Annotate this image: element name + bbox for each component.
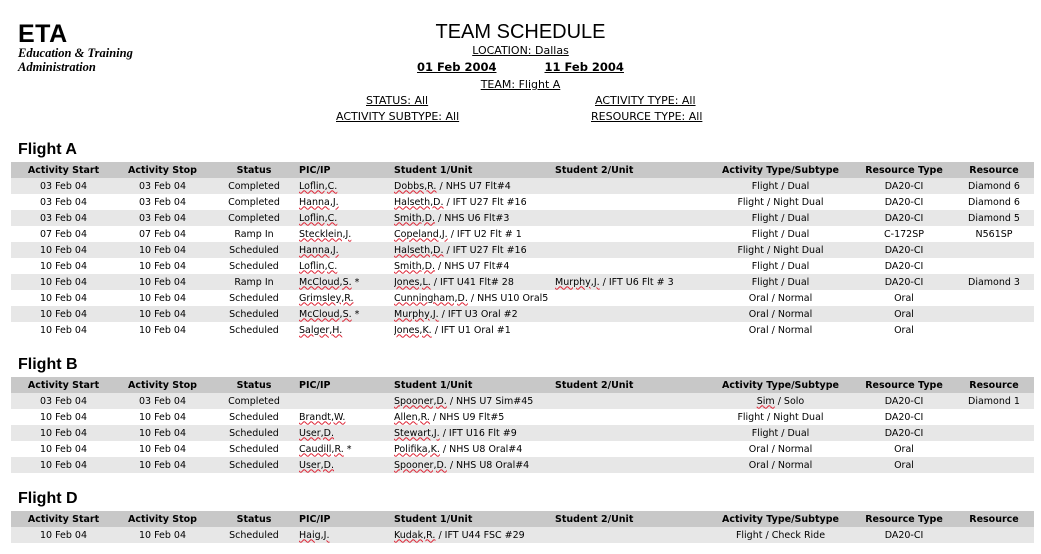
pic-name: Salger,H. <box>299 324 343 336</box>
activity-start-cell: 07 Feb 04 <box>39 228 88 240</box>
col-header-pic-ip: PIC/IP <box>299 377 394 393</box>
date-range <box>0 60 1041 74</box>
status-cell: Scheduled <box>209 527 299 543</box>
table-row[interactable] <box>11 210 1034 226</box>
resource-cell <box>954 322 1034 338</box>
student-1-cell-name: Halseth,D. <box>394 196 444 208</box>
col-header-student-2-unit: Student 2/Unit <box>555 377 707 393</box>
student-1-cell-unit: / IFT U27 Flt #16 <box>443 196 527 208</box>
pic-marker: * <box>351 308 360 320</box>
resource-type-cell: DA20-CI <box>884 260 924 272</box>
activity-type-cell <box>707 210 854 226</box>
col-header-activity-type-subtype: Activity Type/Subtype <box>707 162 854 178</box>
student-1-cell <box>394 527 555 543</box>
location-label: LOCATION: Dallas <box>472 44 569 57</box>
student-1-cell-name: Smith,D. <box>394 212 436 224</box>
student-1-cell <box>394 409 555 425</box>
col-header-student-1-unit: Student 1/Unit <box>394 377 555 393</box>
pic-ip-cell <box>299 290 394 306</box>
student-2-cell <box>555 258 707 274</box>
student-1-cell <box>394 322 555 338</box>
activity-stop-cell: 07 Feb 04 <box>138 228 187 240</box>
col-header-resource-type: Resource Type <box>854 377 954 393</box>
col-header-activity-type-subtype: Activity Type/Subtype <box>707 511 854 527</box>
table-row[interactable] <box>11 290 1034 306</box>
activity-stop-cell: 10 Feb 04 <box>116 274 209 290</box>
schedule-table <box>11 377 1034 473</box>
activity-start-cell: 03 Feb 04 <box>11 210 116 226</box>
activity-start-cell: 03 Feb 04 <box>39 196 88 208</box>
student-1-cell <box>394 290 555 306</box>
student-1-cell-unit: / NHS U8 Oral#4 <box>439 443 523 455</box>
activity-type-text: Flight / Dual <box>751 276 810 288</box>
schedule-table <box>11 511 1034 543</box>
resource-type-cell: DA20-CI <box>854 178 954 194</box>
activity-stop-cell: 03 Feb 04 <box>138 196 187 208</box>
activity-stop-cell: 10 Feb 04 <box>116 242 209 258</box>
activity-type-cell <box>707 258 854 274</box>
student-2-cell-name: Murphy,J. <box>555 276 600 288</box>
activity-start-cell: 10 Feb 04 <box>11 457 116 473</box>
status-cell: Completed <box>228 196 280 208</box>
section-title: Flight A <box>18 141 77 158</box>
activity-type-cell <box>707 393 854 409</box>
resource-cell: N561SP <box>975 228 1013 240</box>
resource-cell: Diamond 5 <box>954 210 1034 226</box>
resource-type-cell: DA20-CI <box>854 425 954 441</box>
student-1-cell-unit: / IFT U44 FSC #29 <box>435 529 525 541</box>
table-row[interactable] <box>11 441 1034 457</box>
resource-cell <box>954 425 1034 441</box>
activity-type-cell <box>707 306 854 322</box>
student-1-cell-name: Dobbs,R. <box>394 180 437 192</box>
header-row <box>11 511 1034 527</box>
pic-ip-cell <box>299 274 394 290</box>
resource-cell <box>954 527 1034 543</box>
student-1-cell-name: Copeland,J. <box>394 228 448 240</box>
section-title: Flight D <box>18 490 78 507</box>
activity-start-cell: 03 Feb 04 <box>11 178 116 194</box>
activity-start-cell: 03 Feb 04 <box>11 393 116 409</box>
student-1-cell <box>394 178 555 194</box>
activity-type-cell <box>707 242 854 258</box>
activity-start-cell: 10 Feb 04 <box>11 242 116 258</box>
student-1-cell-name: Spooner,D. <box>394 395 447 407</box>
table-row[interactable] <box>11 274 1034 290</box>
activity-stop-cell: 10 Feb 04 <box>138 292 187 304</box>
activity-type-cell <box>707 178 854 194</box>
activity-start-cell: 10 Feb 04 <box>11 425 116 441</box>
student-2-cell <box>555 210 707 226</box>
pic-name: User,D. <box>299 427 335 439</box>
activity-start-cell: 10 Feb 04 <box>11 527 116 543</box>
student-1-cell-unit: / IFT U27 Flt #16 <box>443 244 527 256</box>
col-header-activity-stop: Activity Stop <box>116 511 209 527</box>
student-1-cell <box>394 258 555 274</box>
pic-name: User,D. <box>299 459 335 471</box>
team-label: TEAM: Flight A <box>480 78 561 91</box>
activity-type-text: Oral / Normal <box>748 324 813 336</box>
activity-type-cell <box>707 457 854 473</box>
col-header-activity-stop: Activity Stop <box>116 162 209 178</box>
status-cell: Scheduled <box>229 443 279 455</box>
student-1-cell <box>394 210 555 226</box>
activity-type-text: Flight / Night Dual <box>737 411 824 423</box>
date-to: 11 Feb 2004 <box>544 60 624 74</box>
pic-ip-cell <box>299 441 394 457</box>
table-row[interactable] <box>11 258 1034 274</box>
student-1-cell <box>394 457 555 473</box>
resource-type-filter: RESOURCE TYPE: All <box>591 110 703 123</box>
header-row <box>11 377 1034 393</box>
student-1-cell-unit: / NHS U8 Oral#4 <box>446 459 530 471</box>
section-title: Flight B <box>18 356 78 373</box>
activity-subtype-filter: ACTIVITY SUBTYPE: All <box>336 110 460 123</box>
status-cell: Scheduled <box>209 242 299 258</box>
logo-mark: ETA <box>18 20 68 48</box>
col-header-activity-start: Activity Start <box>11 511 116 527</box>
pic-marker: * <box>351 276 360 288</box>
col-header-student-1-unit: Student 1/Unit <box>394 511 555 527</box>
report-title: TEAM SCHEDULE <box>435 21 606 43</box>
resource-cell <box>954 457 1034 473</box>
pic-ip-cell <box>299 194 394 210</box>
status-filter: STATUS: All <box>366 94 429 107</box>
student-1-cell <box>394 441 555 457</box>
col-header-pic-ip: PIC/IP <box>299 511 394 527</box>
activity-type-text: Flight / Check Ride <box>735 529 826 541</box>
student-1-cell-name: Jones,L. <box>394 276 431 288</box>
activity-type-text: Oral / Normal <box>748 308 813 320</box>
student-1-cell-unit: / NHS U7 Flt#4 <box>436 180 511 192</box>
pic-name: Stecklein,J. <box>299 228 352 240</box>
resource-type-cell: DA20-CI <box>884 196 924 208</box>
activity-type-cell <box>707 527 854 543</box>
student-2-cell <box>555 178 707 194</box>
student-1-cell <box>394 194 555 210</box>
status-cell: Completed <box>209 393 299 409</box>
resource-type-cell: DA20-CI <box>854 393 954 409</box>
col-header-activity-stop: Activity Stop <box>116 377 209 393</box>
resource-type-cell: DA20-CI <box>854 527 954 543</box>
schedule-table <box>11 162 1034 338</box>
pic-name: Loflin,C. <box>299 260 338 272</box>
col-header-resource: Resource <box>954 511 1034 527</box>
student-1-cell <box>394 226 555 242</box>
activity-type-text: Oral / Normal <box>748 292 813 304</box>
status-cell: Scheduled <box>209 425 299 441</box>
col-header-activity-start: Activity Start <box>11 162 116 178</box>
student-1-cell-name: Smith,D. <box>394 260 436 272</box>
activity-type-text: Flight / Dual <box>751 180 810 192</box>
col-header-resource: Resource <box>954 162 1034 178</box>
pic-ip-cell <box>299 527 394 543</box>
activity-start-cell: 10 Feb 04 <box>11 306 116 322</box>
pic-ip-cell <box>299 457 394 473</box>
resource-cell <box>954 258 1034 274</box>
resource-cell: Diamond 6 <box>968 196 1020 208</box>
activity-stop-cell: 03 Feb 04 <box>116 210 209 226</box>
status-cell: Completed <box>209 210 299 226</box>
activity-type-cell <box>707 194 854 210</box>
activity-stop-cell: 10 Feb 04 <box>138 324 187 336</box>
activity-stop-cell: 10 Feb 04 <box>116 425 209 441</box>
status-cell: Completed <box>209 178 299 194</box>
activity-type-cell <box>707 425 854 441</box>
status-cell: Ramp In <box>234 228 274 240</box>
table-row[interactable] <box>11 409 1034 425</box>
table-row[interactable] <box>11 527 1034 543</box>
activity-type-cell <box>707 441 854 457</box>
student-1-cell-unit: / NHS U7 Flt#4 <box>435 260 510 272</box>
pic-ip-cell <box>299 210 394 226</box>
pic-marker: * <box>343 443 352 455</box>
resource-cell: Diamond 3 <box>954 274 1034 290</box>
student-1-cell-name: Halseth,D. <box>394 244 444 256</box>
activity-type-text: / Solo <box>774 395 805 407</box>
logo-line-2: Administration <box>18 60 96 74</box>
pic-name: McCloud,S. <box>299 308 352 320</box>
student-2-cell-unit: / IFT U6 Flt # 3 <box>599 276 674 288</box>
pic-name: McCloud,S. <box>299 276 352 288</box>
pic-name: Hanna,J. <box>299 244 339 256</box>
resource-cell <box>954 441 1034 457</box>
activity-start-cell: 10 Feb 04 <box>11 274 116 290</box>
col-header-resource: Resource <box>954 377 1034 393</box>
col-header-status: Status <box>209 162 299 178</box>
student-2-cell <box>555 306 707 322</box>
pic-ip-cell <box>299 393 394 409</box>
col-header-student-1-unit: Student 1/Unit <box>394 162 555 178</box>
col-header-activity-start: Activity Start <box>11 377 116 393</box>
resource-type-cell: C-172SP <box>884 228 924 240</box>
pic-name: Hanna,J. <box>299 196 339 208</box>
student-1-cell-unit: / IFT U41 Flt# 28 <box>430 276 514 288</box>
activity-type-cell <box>707 409 854 425</box>
table-row[interactable] <box>11 457 1034 473</box>
pic-ip-cell <box>299 226 394 242</box>
logo-line-1: Education & Training <box>18 46 133 60</box>
resource-cell <box>954 290 1034 306</box>
student-2-cell <box>555 194 707 210</box>
student-2-cell <box>555 409 707 425</box>
pic-name: Grimsley,R. <box>299 292 354 304</box>
activity-type-text: Oral / Normal <box>748 459 813 471</box>
student-1-cell-name: Spooner,D. <box>394 459 447 471</box>
student-1-cell-name: Stewart,J. <box>394 427 440 439</box>
student-1-cell-name: Kudak,R. <box>394 529 436 541</box>
student-1-cell-unit: / IFT U16 Flt #9 <box>439 427 517 439</box>
activity-stop-cell: 10 Feb 04 <box>138 260 187 272</box>
student-1-cell-unit: / NHS U10 Oral5 <box>467 292 549 304</box>
activity-stop-cell: 10 Feb 04 <box>138 411 187 423</box>
resource-cell <box>954 409 1034 425</box>
table-row[interactable] <box>11 425 1034 441</box>
resource-type-cell: DA20-CI <box>854 242 954 258</box>
table-row[interactable] <box>11 194 1034 210</box>
student-1-cell-unit: / IFT U2 Flt # 1 <box>447 228 522 240</box>
activity-start-cell: 10 Feb 04 <box>39 292 88 304</box>
col-header-student-2-unit: Student 2/Unit <box>555 511 707 527</box>
student-1-cell-unit: / IFT U1 Oral #1 <box>431 324 511 336</box>
status-cell: Scheduled <box>229 324 279 336</box>
student-2-cell <box>555 274 707 290</box>
table-row[interactable] <box>11 242 1034 258</box>
student-2-cell <box>555 242 707 258</box>
col-header-activity-type-subtype: Activity Type/Subtype <box>707 377 854 393</box>
status-cell: Scheduled <box>229 260 279 272</box>
activity-type-text: Flight / Night Dual <box>737 196 824 208</box>
student-2-cell <box>555 527 707 543</box>
resource-cell <box>954 306 1034 322</box>
resource-type-cell: Oral <box>854 457 954 473</box>
table-row[interactable] <box>11 226 1034 242</box>
pic-name: Brandt,W. <box>299 411 346 423</box>
student-1-cell-name: Allen,R. <box>394 411 430 423</box>
student-1-cell-name: Cunningham,D. <box>394 292 468 304</box>
resource-cell: Diamond 6 <box>954 178 1034 194</box>
activity-type-filter: ACTIVITY TYPE: All <box>595 94 696 107</box>
pic-ip-cell <box>299 258 394 274</box>
student-1-cell-unit: / NHS U9 Flt#5 <box>429 411 505 423</box>
resource-type-cell: DA20-CI <box>884 411 924 423</box>
student-1-cell-unit: / NHS U6 Flt#3 <box>435 212 510 224</box>
col-header-status: Status <box>209 377 299 393</box>
activity-start-cell: 10 Feb 04 <box>39 411 88 423</box>
student-1-cell <box>394 306 555 322</box>
pic-ip-cell <box>299 242 394 258</box>
student-2-cell <box>555 226 707 242</box>
pic-name: Loflin,C. <box>299 212 338 224</box>
status-cell: Ramp In <box>209 274 299 290</box>
col-header-student-2-unit: Student 2/Unit <box>555 162 707 178</box>
resource-cell: Diamond 1 <box>954 393 1034 409</box>
table-row[interactable] <box>11 306 1034 322</box>
activity-type-cell <box>707 290 854 306</box>
col-header-resource-type: Resource Type <box>854 511 954 527</box>
pic-ip-cell <box>299 306 394 322</box>
student-1-cell-name: Polifika,K. <box>394 443 440 455</box>
pic-name: Loflin,C. <box>299 180 338 192</box>
resource-type-cell: Oral <box>894 324 914 336</box>
student-2-cell <box>555 425 707 441</box>
student-1-cell <box>394 393 555 409</box>
activity-stop-cell: 10 Feb 04 <box>116 306 209 322</box>
col-header-resource-type: Resource Type <box>854 162 954 178</box>
activity-type-text: Oral / Normal <box>748 443 813 455</box>
activity-type-cell <box>707 274 854 290</box>
activity-stop-cell: 10 Feb 04 <box>138 443 187 455</box>
activity-start-cell: 10 Feb 04 <box>39 260 88 272</box>
student-1-cell-name: Murphy,J. <box>394 308 439 320</box>
resource-type-cell: Oral <box>894 443 914 455</box>
activity-stop-cell: 10 Feb 04 <box>116 457 209 473</box>
activity-stop-cell: 10 Feb 04 <box>116 527 209 543</box>
pic-name: Haig,J. <box>299 529 330 541</box>
activity-type-text: Flight / Dual <box>751 260 810 272</box>
pic-ip-cell <box>299 425 394 441</box>
activity-type-cell <box>707 322 854 338</box>
activity-start-cell: 10 Feb 04 <box>39 443 88 455</box>
table-row[interactable] <box>11 393 1034 409</box>
pic-ip-cell <box>299 409 394 425</box>
activity-type-text: Flight / Dual <box>751 228 810 240</box>
col-header-status: Status <box>209 511 299 527</box>
student-2-cell <box>555 290 707 306</box>
resource-type-cell: Oral <box>894 292 914 304</box>
student-1-cell-name: Jones,K. <box>394 324 432 336</box>
status-cell: Scheduled <box>209 457 299 473</box>
student-2-cell <box>555 393 707 409</box>
student-1-cell <box>394 274 555 290</box>
resource-type-cell: DA20-CI <box>854 210 954 226</box>
table-row[interactable] <box>11 178 1034 194</box>
student-1-cell <box>394 242 555 258</box>
status-cell: Scheduled <box>209 306 299 322</box>
status-cell: Scheduled <box>229 411 279 423</box>
student-2-cell <box>555 322 707 338</box>
student-2-cell <box>555 441 707 457</box>
date-from: 01 Feb 2004 <box>417 60 497 74</box>
student-1-cell-unit: / IFT U3 Oral #2 <box>438 308 518 320</box>
activity-stop-cell: 03 Feb 04 <box>116 178 209 194</box>
resource-type-cell: DA20-CI <box>854 274 954 290</box>
activity-type-text: Flight / Dual <box>751 427 810 439</box>
pic-ip-cell <box>299 178 394 194</box>
resource-cell <box>954 242 1034 258</box>
header-row <box>11 162 1034 178</box>
col-header-pic-ip: PIC/IP <box>299 162 394 178</box>
student-1-cell-unit: / NHS U7 Sim#45 <box>446 395 534 407</box>
activity-stop-cell: 03 Feb 04 <box>116 393 209 409</box>
student-2-cell <box>555 457 707 473</box>
pic-name: Caudill,R. <box>299 443 344 455</box>
student-1-cell <box>394 425 555 441</box>
activity-type-prefix: Sim <box>756 395 775 407</box>
table-row[interactable] <box>11 322 1034 338</box>
activity-type-text: Flight / Night Dual <box>737 244 824 256</box>
status-cell: Scheduled <box>229 292 279 304</box>
pic-ip-cell <box>299 322 394 338</box>
activity-start-cell: 10 Feb 04 <box>39 324 88 336</box>
activity-type-cell <box>707 226 854 242</box>
resource-type-cell: Oral <box>854 306 954 322</box>
activity-type-text: Flight / Dual <box>751 212 810 224</box>
